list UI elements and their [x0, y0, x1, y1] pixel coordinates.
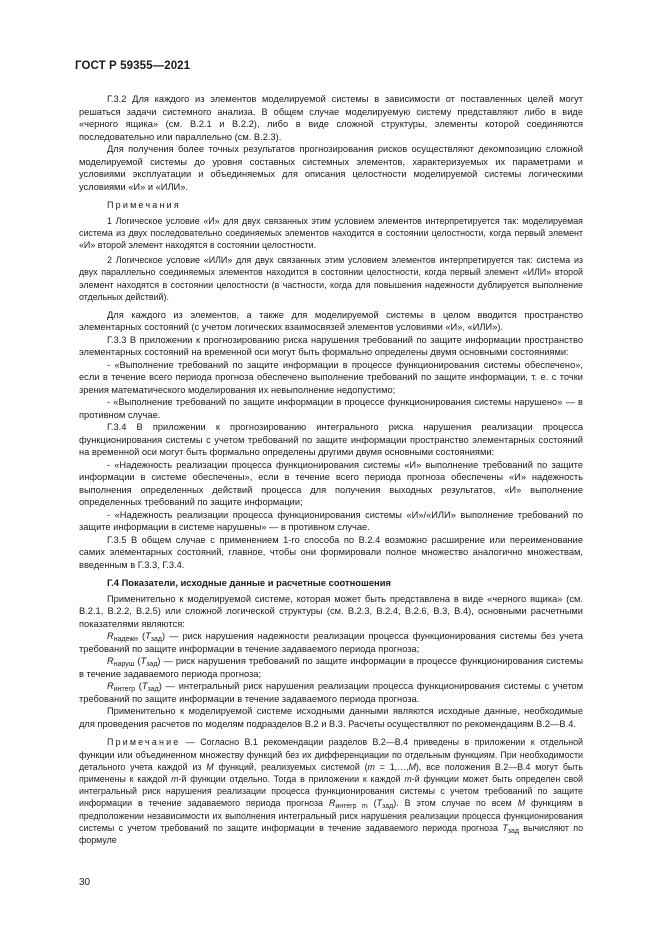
section-g4-title: Г.4 Показатели, исходные данные и расчетные соотношения [107, 577, 391, 589]
page-number: 30 [79, 877, 91, 888]
paragraph-g34-a: - «Надежность реализации процесса функционирования системы «И» выполнение требований по защите информации в системе обеспечены», если в течение всего периода прогноза обеспечены «И» надежность выполнения определенных действий процесса для получения выходных результатов, «И» выполнение определенных требований по защите информации; [79, 459, 583, 508]
note-2: 2 Логическое условие «ИЛИ» для двух связанных этим условием элементов интерпретируется так: система из двух параллельно соединяемых элементов находится в состоянии целостности, когда первый элемент «ИЛИ» второй элемент находятся в состоянии целостности (в частности, когда для повышения надежности дублируется выполнение отдельных действий). [79, 255, 583, 302]
final-note: Примечание — Согласно В.1 рекомендации разделов В.2—В.4 приведены в приложении к отдельной функции или объединенном множеству функций без их дифференциации по отдельным функциям. При необходимости детального учета каждой из M функций, реализуемых системой (m = 1,…,M), все положения В.2—В.4 могут быть применены к каждой m-й функции отдельно. Тогда в приложении к каждой m-й функции может быть определен свой интегральный риск нарушения реализации процесса функционирования системы с учетом требований по защите информации в течение задаваемого периода прогноза $R_{интегр m}$ $(T_{зад})$. В этом случае по всем M функциям в предположении независимости их выполнения интегральный риск нарушения реализации процесса функционирования системы с учетом требований по защите информации в течение задаваемого периода прогноза $T_{зад}$ вычисляют по формуле [79, 737, 584, 846]
paragraph-g35: Г.3.5 В общем случае с применением 1-го способа по В.2.4 возможно расширение или переименование самих элементарных состояний, главное, чтобы они формировали полное множество аналогично множествам, введенным в Г.3.3, Г.3.4. [79, 534, 583, 570]
paragraph-g32: Г.3.2 Для каждого из элементов моделируемой системы в зависимости от поставленных целей могут решаться задачи системного анализа. В общем случае моделируемую систему представляют либо в виде «черного ящика» (см. В.2.1 и В.2.2), либо в виде сложной структуры, элементы которой соединяются последовательно или параллельно (см. В.2.3). [79, 94, 583, 142]
indicator-reliability: $R_{надежн}$ $(T_{зад})$ — риск нарушения надежности реализации процесса функционирования системы без учета требований по защите информации в течение задаваемого периода прогноза; [79, 631, 583, 654]
paragraph-space: Для каждого из элементов, а также для моделируемой системы в целом вводится пространство элементарных состояний (с учетом логических взаимосвязей элементов условиями «И», «ИЛИ»). [79, 309, 583, 333]
note-1: 1 Логическое условие «И» для двух связанных этим условием элементов интерпретируется так: моделируемая система из двух последовательно соединяемых элементов находится в состоянии целостности, когда первый элемент «И» второй элемент находятся в состоянии целостности. [79, 215, 583, 250]
paragraph-g34-b: - «Надежность реализации процесса функционирования системы «И»/«ИЛИ» выполнение требований по защите информации в системе нарушены» — в противном случае. [79, 509, 583, 533]
paragraph-g34: Г.3.4 В приложении к прогнозированию интегрального риска нарушения реализации процесса функционирования системы с учетом требований по защите информации пространство элементарных состояний на временной оси могут быть формально определены другими двумя основными состояниями: [79, 422, 583, 458]
paragraph-accuracy: Для получения более точных результатов прогнозирования рисков осуществляют декомпозицию сложной моделируемой системы до уровня составных системных элементов, характеризуемых их параметрами и условиями эксплуатации и объединяемых для описания целостности моделируемой системы логическими условиями «И» и «ИЛИ». [79, 144, 583, 192]
paragraph-g33-a: - «Выполнение требований по защите информации в процессе функционирования системы обеспечено», если в течение всего периода прогноза обеспечено выполнение требований по защите информации, т. е. с точки зрения математического моделирования их невыполнение недопустимо; [79, 359, 583, 395]
notes-title: Примечания [107, 200, 181, 210]
indicator-integral: $R_{интегр}$ $(T_{зад})$ — интегральный риск нарушения реализации процесса функционирования системы с учетом требований по защите информации в течение задаваемого периода прогноза. [79, 681, 583, 704]
indicator-violation: $R_{наруш}$ $(T_{зад})$ — риск нарушения требований по защите информации в процессе функционирования системы в течение задаваемого периода прогноза; [79, 656, 584, 679]
paragraph-g33: Г.3.3 В приложении к прогнозированию риска нарушения требований по защите информации пространство элементарных состояний на временной оси могут быть формально определены двумя основными состояниями: [79, 334, 583, 358]
document-body [79, 93, 583, 846]
paragraph-g33-b: - «Выполнение требований по защите информации в процессе функционирования системы нарушено» — в противном случае. [79, 397, 583, 420]
standard-header: ГОСТ Р 59355—2021 [75, 60, 191, 72]
paragraph-g4-source: Применительно к моделируемой системе исходными данными являются исходные данные, необходимые для проведения расчетов по моделям подразделов В.2 и В.3. Расчеты осуществляют по рекомендациям В.2—В.4. [79, 706, 583, 729]
paragraph-g4-intro: Применительно к моделируемой системе, которая может быть представлена в виде «черного ящика» (см. В.2.1, В.2.2, В.2.5) или сложной логической структуры (см. В.2.3, В.2.4, В.2.6, В.3, В.4), основными расчетными показателями являются: [79, 593, 583, 629]
